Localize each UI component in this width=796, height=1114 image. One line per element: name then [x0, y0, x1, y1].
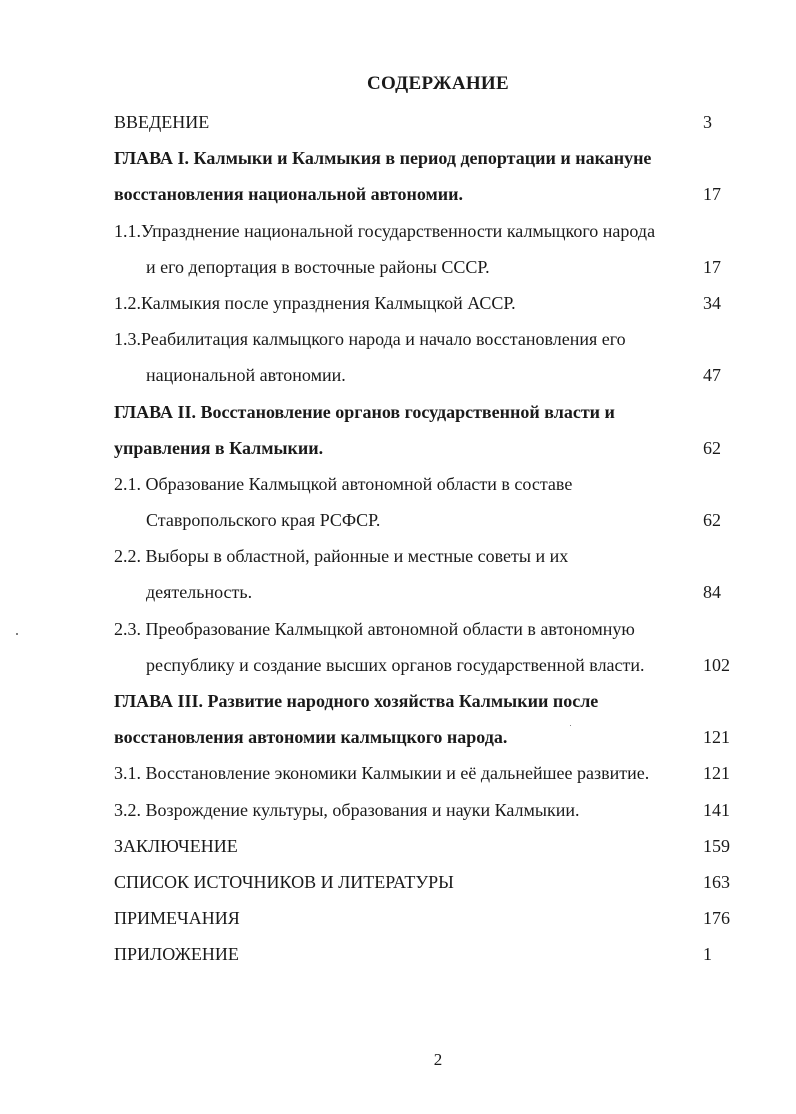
toc-entry-text: республику и создание высших органов государственной власти.	[146, 654, 645, 675]
scan-speck	[16, 633, 18, 635]
toc-entry-page: 121	[703, 727, 730, 748]
toc-entry-section-3-1	[0, 755, 796, 791]
page-title: СОДЕРЖАНИЕ	[367, 73, 509, 94]
toc-entry-page: 141	[703, 799, 730, 820]
toc-entry-page: 159	[703, 835, 730, 856]
toc-entry-chapter-1	[0, 140, 796, 176]
toc-entry-text: СПИСОК ИСТОЧНИКОВ И ЛИТЕРАТУРЫ	[114, 871, 454, 892]
toc-entry-page: 62	[703, 437, 721, 458]
toc-entry-page: 121	[703, 763, 730, 784]
toc-entry-chapter-3-cont	[0, 719, 796, 755]
toc-entry-text: ПРИЛОЖЕНИЕ	[114, 944, 239, 965]
toc-entry-text: 3.2. Возрождение культуры, образования и науки Калмыкии.	[114, 799, 580, 820]
toc-entry-section-1-1-cont	[0, 249, 796, 285]
toc-entry-section-2-3-cont	[0, 647, 796, 683]
toc-entry-introduction	[0, 104, 796, 140]
table-of-contents	[0, 104, 796, 973]
toc-entry-references	[0, 864, 796, 900]
toc-entry-chapter-2	[0, 394, 796, 430]
toc-entry-section-1-1	[0, 213, 796, 249]
toc-entry-section-2-2-cont	[0, 574, 796, 610]
toc-entry-section-1-2	[0, 285, 796, 321]
toc-entry-page: 1	[703, 944, 712, 965]
toc-entry-notes	[0, 900, 796, 936]
toc-entry-section-1-3	[0, 321, 796, 357]
toc-entry-text: 2.2. Выборы в областной, районные и местные советы и их	[114, 546, 569, 567]
toc-entry-text: 2.3. Преобразование Калмыцкой автономной области в автономную	[114, 618, 635, 639]
toc-entry-appendix	[0, 936, 796, 972]
toc-entry-text: 3.1. Восстановление экономики Калмыкии и её дальнейшее развитие.	[114, 763, 650, 784]
toc-entry-page: 3	[703, 112, 712, 132]
toc-entry-section-1-3-cont	[0, 357, 796, 393]
toc-entry-text: восстановления автономии калмыцкого народа.	[114, 727, 508, 748]
toc-entry-text: и его депортация в восточные районы СССР.	[146, 256, 490, 277]
toc-entry-text: ГЛАВА III. Развитие народного хозяйства Калмыкии после	[114, 691, 599, 711]
toc-entry-chapter-2-cont	[0, 430, 796, 466]
toc-entry-page: 34	[703, 292, 721, 313]
toc-entry-text: 1.3.Реабилитация калмыцкого народа и начало восстановления его	[114, 329, 626, 350]
toc-entry-text: 2.1. Образование Калмыцкой автономной области в составе	[114, 473, 573, 494]
toc-entry-section-2-2	[0, 538, 796, 574]
toc-entry-page: 176	[703, 908, 730, 929]
toc-entry-text: ГЛАВА I. Калмыки и Калмыкия в период депортации и накануне	[114, 148, 652, 169]
toc-entry-text: ПРИМЕЧАНИЯ	[114, 908, 240, 929]
toc-entry-text: ВВЕДЕНИЕ	[114, 112, 210, 132]
toc-entry-text: 1.1.Упразднение национальной государственности калмыцкого народа	[114, 220, 656, 241]
toc-entry-section-2-3	[0, 611, 796, 647]
toc-entry-page: 163	[703, 871, 730, 892]
toc-entry-page: 62	[703, 510, 721, 531]
toc-entry-text: управления в Калмыкии.	[114, 437, 324, 458]
page-number: 2	[433, 1050, 443, 1069]
toc-entry-text: 1.2.Калмыкия после упразднения Калмыцкой АССР.	[114, 292, 516, 313]
toc-entry-page: 102	[703, 654, 730, 675]
toc-entry-section-2-1-cont	[0, 502, 796, 538]
toc-entry-conclusion	[0, 828, 796, 864]
toc-entry-page: 17	[703, 184, 721, 205]
scan-speck	[570, 725, 571, 726]
toc-entry-chapter-1-cont	[0, 176, 796, 212]
toc-entry-chapter-3	[0, 683, 796, 719]
toc-entry-text: ГЛАВА II. Восстановление органов государственной власти и	[114, 401, 615, 422]
toc-entry-text: ЗАКЛЮЧЕНИЕ	[114, 835, 238, 856]
toc-entry-section-2-1	[0, 466, 796, 502]
toc-entry-page: 47	[703, 365, 721, 386]
toc-entry-text: восстановления национальной автономии.	[114, 184, 464, 205]
toc-entry-section-3-2	[0, 792, 796, 828]
toc-entry-page: 84	[703, 582, 721, 603]
toc-entry-text: деятельность.	[146, 582, 253, 603]
toc-entry-text: национальной автономии.	[146, 365, 346, 386]
toc-entry-text: Ставропольского края РСФСР.	[146, 510, 381, 531]
toc-entry-page: 17	[703, 256, 721, 277]
